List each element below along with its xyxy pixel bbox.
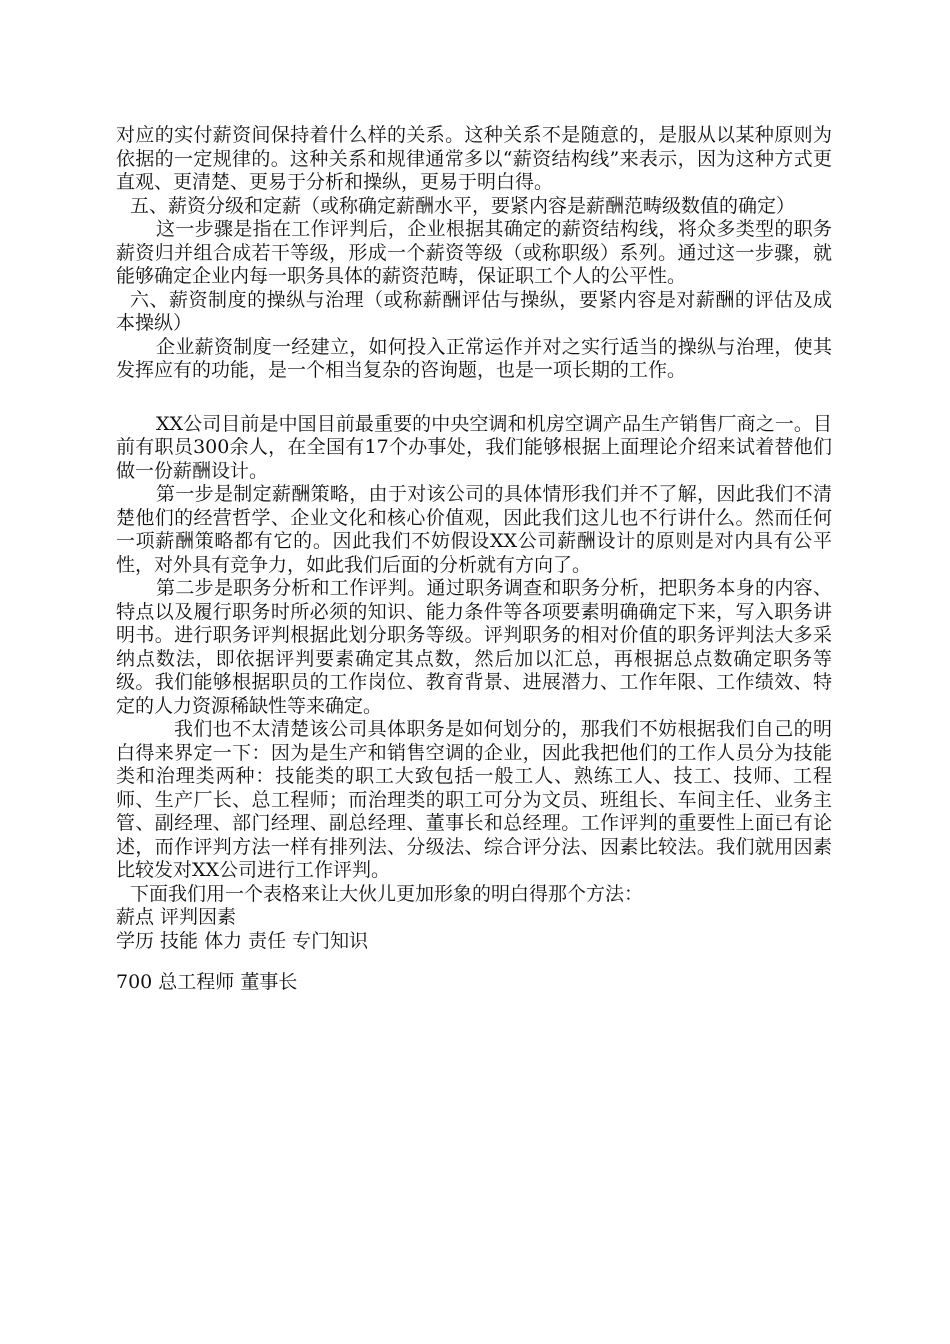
paragraph-salary-control: 企业薪资制度一经建立，如何投入正常运作并对之实行适当的操纵与治理，使其发挥应有的功能，是一个相当复杂的咨询题，也是一项长期的工作。	[116, 335, 832, 381]
table-value-row: 700 总工程师 董事长	[116, 971, 298, 993]
table-factor-row: 学历 技能 体力 责任 专门知识	[116, 929, 369, 952]
paragraph-step-two: 第二步是职务分析和工作评判。通过职务调查和职务分析，把职务本身的内容、特点以及履行职务时所必须的知识、能力条件等各项要素明确确定下来，写入职务讲明书。进行职务评判根据此划分职务等级。评判职务的相对价值的职务评判法大多采纳点数法，即依据评判要素确定其点数，然后加以汇总，再根据总点数确定职务等级。我们能够根据职员的工作岗位、教育背景、进展潜力、工作年限、工作绩效、特定的人力资源稀缺性等来确定。	[116, 577, 832, 717]
table-header-row: 薪点 评判因素	[116, 906, 237, 928]
document-page	[116, 124, 832, 995]
paragraph-job-classification: 我们也不太清楚该公司具体职务是如何划分的，那我们不妨根据我们自己的明白得来界定一下：因为是生产和销售空调的企业，因此我把他们的工作人员分为技能类和治理类两种：技能类的职工大致包括一般工人、熟练工人、技工、技师、工程师、生产厂长、总工程师；而治理类的职工可分为文员、班组长、车间主任、业务主管、副经理、部门经理、副总经理、董事长和总经理。工作评判的重要性上面已有论述，而作评判方法一样有排列法、分级法、综合评分法、因素比较法。我们就用因素比较发对XX公司进行工作评判。	[116, 718, 832, 881]
heading-section-five: 五、薪资分级和定薪（或称确定薪酬水平，要紧内容是薪酬范畴级数值的确定）	[130, 194, 796, 217]
paragraph-step-one: 第一步是制定薪酬策略，由于对该公司的具体情形我们并不了解，因此我们不清楚他们的经营哲学、企业文化和核心价值观，因此我们这儿也不行讲什么。然而任何一项薪酬策略都有它的。因此我们不妨假设XX公司薪酬设计的原则是对内具有公平性，对外具有竞争力，如此我们后面的分析就有方向了。	[116, 483, 832, 576]
paragraph-salary-grading: 这一步骤是指在工作评判后，企业根据其确定的薪资结构线，将众多类型的职务薪资归并组合成若干等级，形成一个薪资等级（或称职级）系列。通过这一步骤，就能够确定企业内每一职务具体的薪资范畴，保证职工个人的公平性。	[116, 218, 832, 287]
paragraph-company-intro: XX公司目前是中国目前最重要的中央空调和机房空调产品生产销售厂商之一。目前有职员300余人，在全国有17个办事处，我们能够根据上面理论介绍来试着替他们做一份薪酬设计。	[116, 412, 832, 482]
paragraph-table-intro: 下面我们用一个表格来让大伙儿更加形象的明白得那个方法：	[130, 882, 644, 905]
heading-section-six: 六、薪资制度的操纵与治理（或称薪酬评估与操纵，要紧内容是对薪酬的评估及成本操纵）	[116, 288, 832, 334]
paragraph-salary-structure: 对应的实付薪资间保持着什么样的关系。这种关系不是随意的，是服从以某种原则为依据的一定规律的。这种关系和规律通常多以“薪资结构线”来表示，因为这种方式更直观、更清楚、更易于分析和操纵，更易于明白得。	[116, 124, 832, 193]
